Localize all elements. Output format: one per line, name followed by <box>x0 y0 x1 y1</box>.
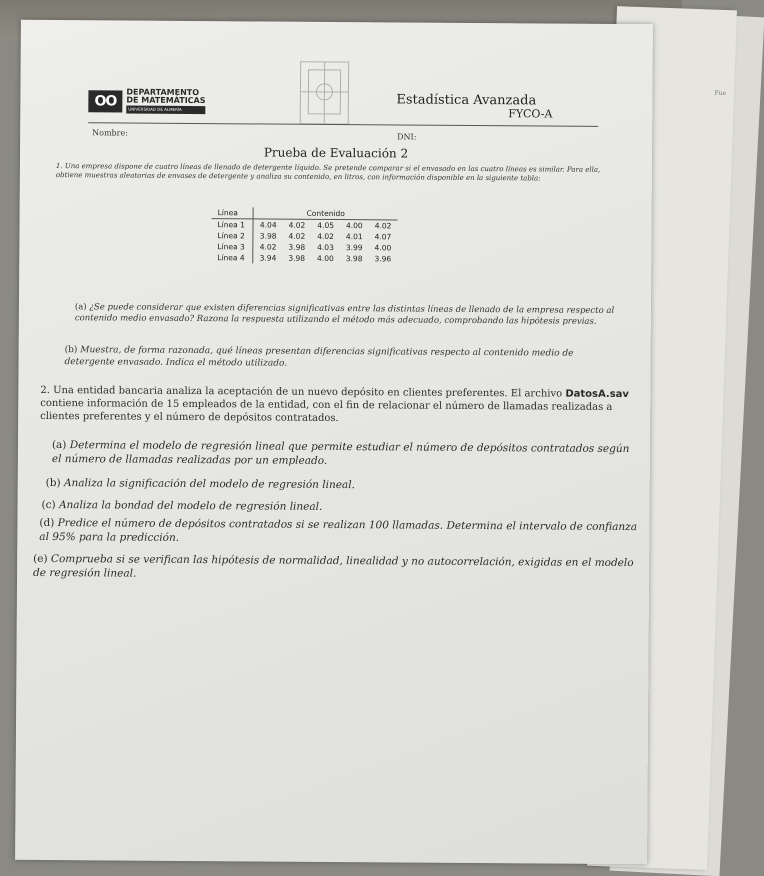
university-name: UNIVERSIDAD DE ALMERÍA <box>126 106 205 115</box>
question-2d-label: (d) <box>39 517 54 529</box>
question-1b-text: Muestra, de forma razonada, qué líneas presentan diferencias significativas respecto al contenido medio de detergente envasado. Indica el método utilizado. <box>65 345 574 368</box>
question-1a-text: ¿Se puede considerar que existen diferencias significativas entre las distintas líneas de llenado de la empresa respecto al contenido medio envasado? Razona la respuesta utilizando el método más adecuado, comprobando las hipótesis previas. <box>75 302 614 327</box>
table-row-label: Línea 2 <box>211 230 253 241</box>
table-cell: 4.01 <box>340 231 369 242</box>
data-file-name: DatosA.sav <box>565 389 629 400</box>
course-title: Estadística Avanzada <box>396 92 536 108</box>
question-1a <box>75 302 615 328</box>
university-seal-icon <box>286 60 362 127</box>
table-cell: 4.00 <box>340 220 369 232</box>
question-1-number: 1. <box>56 162 63 170</box>
table-cell: 3.98 <box>282 253 311 264</box>
question-2c <box>42 498 632 516</box>
contents-table <box>211 207 397 264</box>
table-cell: 4.02 <box>282 231 311 242</box>
question-2d-text: Predice el número de depósitos contratados si se realizan 100 llamadas. Determina el intervalo de confianza al 95% para la predicción. <box>39 517 637 544</box>
exam-paper <box>15 20 653 864</box>
question-2b <box>46 476 636 494</box>
question-2-text-before: Una entidad bancaria analiza la aceptación de un nuevo depósito en clientes preferentes. El archivo <box>53 385 562 400</box>
table-row <box>211 252 397 264</box>
table-cell: 4.02 <box>283 219 312 231</box>
table-cell: 4.00 <box>369 242 398 253</box>
table-row-label: Línea 4 <box>211 252 253 263</box>
table-cell: 3.98 <box>340 253 369 264</box>
table-row-label: Línea 3 <box>211 241 253 252</box>
background-sheet-text: Fue <box>714 90 726 97</box>
exam-title: Prueba de Evaluación 2 <box>20 144 652 162</box>
question-2e-label: (e) <box>33 553 48 565</box>
dni-field-label: DNI: <box>397 132 416 141</box>
table-header-line: Línea <box>212 207 254 219</box>
table-cell: 3.99 <box>340 242 369 253</box>
infinity-logo-icon: OO <box>88 90 122 112</box>
table-cell: 4.02 <box>369 220 398 232</box>
name-field-label: Nombre: <box>92 128 128 137</box>
table-cell: 3.94 <box>253 252 282 263</box>
question-1-text: Una empresa dispone de cuatro líneas de llenado de detergente líquido. Se pretende comparar si el envasado en las cuatro líneas es similar. Para ella, obtiene muestras aleatorias de envases de detergente y analiza su contenido, en litros, con información disponible en la siguiente tabla: <box>56 162 600 182</box>
table-cell: 4.02 <box>253 241 282 252</box>
table-header-contents: Contenido <box>253 207 397 220</box>
department-name <box>126 89 205 115</box>
table-cell: 3.98 <box>253 230 282 241</box>
table-cell: 4.05 <box>311 219 340 231</box>
question-2-number: 2. <box>40 385 50 396</box>
question-2a <box>52 438 642 470</box>
question-2e <box>33 552 643 584</box>
question-2b-label: (b) <box>46 477 61 489</box>
department-line-2: DE MATEMÁTICAS <box>126 97 205 106</box>
department-line-1: DEPARTAMENTO <box>126 89 205 98</box>
table-row-label: Línea 1 <box>211 219 253 231</box>
question-2-text-after: contiene información de 15 empleados de la entidad, con el fin de relacionar el número de llamadas realizadas a clientes preferentes y el número de depósitos contratados. <box>40 398 612 424</box>
table-cell: 4.00 <box>311 253 340 264</box>
question-1a-label: (a) <box>75 302 87 312</box>
question-2c-label: (c) <box>42 499 56 511</box>
table-cell: 4.03 <box>311 242 340 253</box>
table-cell: 4.02 <box>311 231 340 242</box>
table-cell: 3.96 <box>368 253 397 264</box>
table-cell: 4.04 <box>253 219 282 231</box>
question-1-statement <box>56 162 616 184</box>
department-logo <box>88 88 205 114</box>
question-2c-text: Analiza la bondad del modelo de regresión lineal. <box>59 499 322 513</box>
course-group: FYCO-A <box>508 107 552 120</box>
question-1b-label: (b) <box>65 345 78 355</box>
question-2d <box>39 516 639 548</box>
question-2e-text: Comprueba si se verifican las hipótesis de normalidad, linealidad y no autocorrelación, exigidas en el modelo de regresión lineal. <box>33 553 634 580</box>
question-2a-label: (a) <box>52 439 67 451</box>
question-1b <box>65 344 625 372</box>
question-2b-text: Analiza la significación del modelo de regresión lineal. <box>64 477 355 491</box>
question-2a-text: Determina el modelo de regresión lineal que permite estudiar el número de depósitos contratados según el número de llamadas realizadas por un empleado. <box>52 439 630 467</box>
table-cell: 4.07 <box>369 231 398 242</box>
table-cell: 3.98 <box>282 242 311 253</box>
question-2-statement <box>40 384 630 427</box>
